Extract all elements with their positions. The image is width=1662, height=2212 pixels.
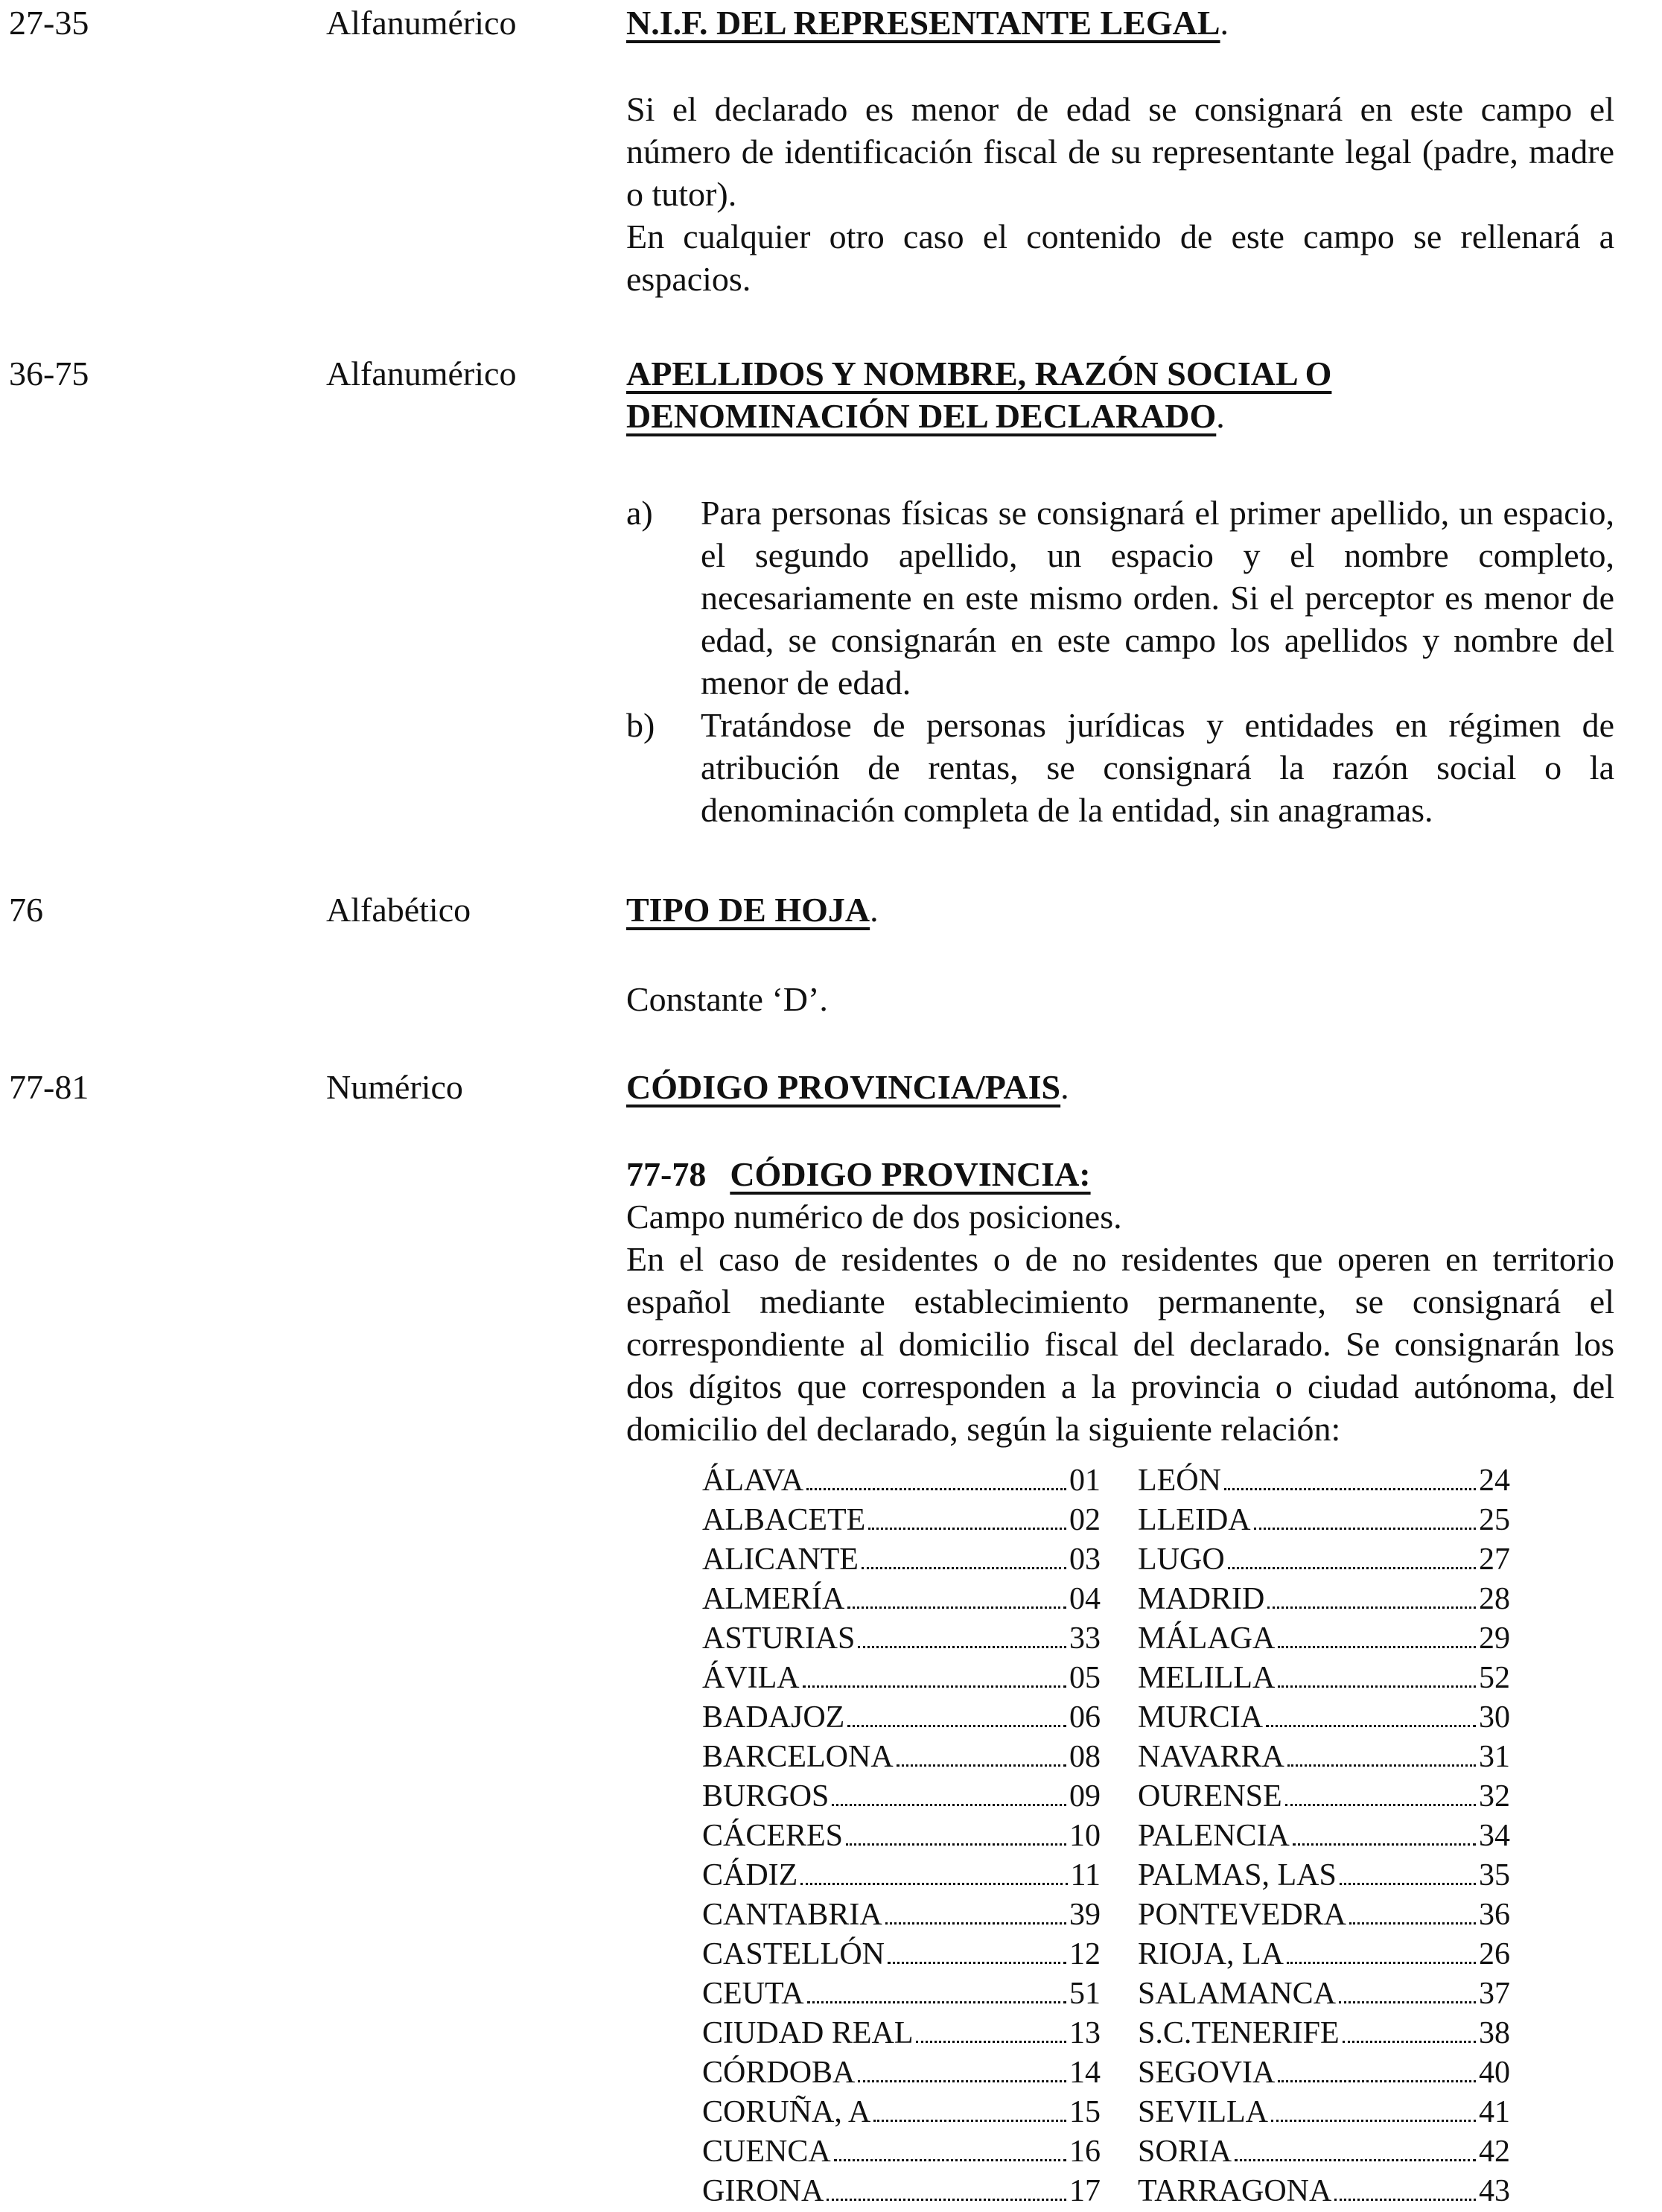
- dot-leader: [1287, 1962, 1476, 1964]
- province-row: [702, 1895, 1101, 1935]
- province-code: 41: [1479, 2095, 1510, 2129]
- province-row: [1138, 1580, 1510, 1619]
- province-code: 33: [1069, 1621, 1101, 1656]
- province-name: CUENCA: [702, 2135, 831, 2169]
- dot-leader: [1266, 1725, 1476, 1727]
- dot-leader: [916, 2041, 1066, 2043]
- province-name: GIRONA: [702, 2174, 824, 2208]
- dot-leader: [1293, 1843, 1476, 1846]
- province-row: [1138, 2053, 1510, 2093]
- field-description: Constante ‘D’.: [626, 980, 828, 1018]
- province-code: 16: [1069, 2135, 1101, 2169]
- province-name: MADRID: [1138, 1582, 1265, 1616]
- dot-leader: [1278, 1646, 1476, 1648]
- province-code: 10: [1069, 1819, 1101, 1853]
- list-item-text: Para personas físicas se consignará el primer apellido, un espacio, el segundo apellido, un espacio y el nombre completo, necesariamente en este mismo orden. Si el perceptor es menor de edad, se consignarán en este campo los apellidos y nombre del menor de edad.: [701, 494, 1614, 702]
- province-name: CANTABRIA: [702, 1898, 882, 1932]
- field-heading: N.I.F. DEL REPRESENTANTE LEGAL: [626, 4, 1220, 42]
- province-row: [1138, 1461, 1510, 1501]
- heading-period: .: [1060, 1068, 1069, 1106]
- province-code: 15: [1069, 2095, 1101, 2129]
- province-code-table: [702, 1461, 1510, 2211]
- province-row: [1138, 1817, 1510, 1856]
- province-name: LUGO: [1138, 1542, 1225, 1577]
- province-row: [702, 1580, 1101, 1619]
- province-code: 01: [1069, 1463, 1101, 1498]
- province-name: ALICANTE: [702, 1542, 859, 1577]
- province-name: BARCELONA: [702, 1740, 894, 1774]
- province-code: 51: [1069, 1977, 1101, 2011]
- province-name: PALENCIA: [1138, 1819, 1290, 1853]
- province-code: 26: [1479, 1937, 1510, 1971]
- province-code: 27: [1479, 1542, 1510, 1577]
- province-name: ALBACETE: [702, 1503, 866, 1537]
- dot-leader: [1349, 1922, 1476, 1925]
- province-row: [1138, 1540, 1510, 1580]
- province-row: [702, 2053, 1101, 2093]
- province-name: MELILLA: [1138, 1661, 1276, 1695]
- province-code: 43: [1479, 2174, 1510, 2208]
- province-name: NAVARRA: [1138, 1740, 1284, 1774]
- list-marker: b): [626, 706, 655, 744]
- dot-leader: [873, 2120, 1066, 2122]
- dot-leader: [1235, 2159, 1476, 2161]
- province-row: [1138, 1895, 1510, 1935]
- province-row: [702, 1540, 1101, 1580]
- province-row: [1138, 1856, 1510, 1895]
- province-name: S.C.TENERIFE: [1138, 2016, 1340, 2050]
- dot-leader: [885, 1922, 1066, 1925]
- province-name: PONTEVEDRA: [1138, 1898, 1346, 1932]
- province-row: [702, 1817, 1101, 1856]
- dot-leader: [806, 1488, 1066, 1490]
- dot-leader: [800, 1883, 1067, 1885]
- description-paragraph: En cualquier otro caso el contenido de este campo se rellenará a espacios.: [626, 217, 1614, 298]
- province-code: 05: [1069, 1661, 1101, 1695]
- dot-leader: [846, 1843, 1066, 1846]
- province-name: LEÓN: [1138, 1463, 1221, 1498]
- dot-leader: [1339, 2001, 1476, 2003]
- province-row: [702, 2132, 1101, 2172]
- province-name: SEVILLA: [1138, 2095, 1268, 2129]
- province-code: 08: [1069, 1740, 1101, 1774]
- province-row: [1138, 2132, 1510, 2172]
- province-code: 35: [1479, 1858, 1510, 1892]
- province-row: [702, 1856, 1101, 1895]
- province-row: [1138, 1935, 1510, 1974]
- dot-leader: [1254, 1528, 1476, 1530]
- field-heading-line: APELLIDOS Y NOMBRE, RAZÓN SOCIAL O: [626, 355, 1332, 392]
- dot-leader: [1224, 1488, 1476, 1490]
- province-name: ÁVILA: [702, 1661, 800, 1695]
- province-code: 42: [1479, 2135, 1510, 2169]
- province-code: 12: [1069, 1937, 1101, 1971]
- province-name: SORIA: [1138, 2135, 1232, 2169]
- province-name: MÁLAGA: [1138, 1621, 1276, 1656]
- province-row: [702, 1935, 1101, 1974]
- description-paragraph: En el caso de residentes o de no residentes que operen en territorio español mediante establecimiento permanente, se consignará el correspondiente al domicilio fiscal del declarado. Se consignarán los dos dígitos que corresponden a la provincia o ciudad autónoma, del domicilio del declarado, según la siguiente relación:: [626, 1240, 1614, 1448]
- dot-leader: [1278, 2080, 1476, 2082]
- dot-leader: [888, 1962, 1066, 1964]
- dot-leader: [1278, 1685, 1476, 1688]
- subfield-heading: CÓDIGO PROVINCIA:: [730, 1155, 1091, 1193]
- field-list: [626, 492, 1614, 831]
- province-name: CIUDAD REAL: [702, 2016, 914, 2050]
- province-name: CÁCERES: [702, 1819, 844, 1853]
- dot-leader: [1267, 1606, 1476, 1609]
- province-name: CASTELLÓN: [702, 1937, 885, 1971]
- province-code: 52: [1479, 1661, 1510, 1695]
- field-heading-line: DENOMINACIÓN DEL DECLARADO: [626, 397, 1217, 435]
- field-position: 77-81: [9, 1068, 89, 1106]
- province-name: TARRAGONA: [1138, 2174, 1332, 2208]
- province-name: CEUTA: [702, 1977, 804, 2011]
- dot-leader: [897, 1764, 1066, 1767]
- dot-leader: [858, 2080, 1066, 2082]
- province-code: 04: [1069, 1582, 1101, 1616]
- province-row: [1138, 2093, 1510, 2132]
- dot-leader: [858, 1646, 1066, 1648]
- province-name: LLEIDA: [1138, 1503, 1251, 1537]
- province-code: 09: [1069, 1779, 1101, 1814]
- field-position: 76: [9, 891, 43, 929]
- province-code: 14: [1069, 2056, 1101, 2090]
- dot-leader: [868, 1528, 1066, 1530]
- field-position: 36-75: [9, 355, 89, 392]
- dot-leader: [827, 2199, 1066, 2201]
- province-name: BURGOS: [702, 1779, 830, 1814]
- field-description: [626, 88, 1614, 300]
- field-heading-block: [626, 889, 1614, 931]
- list-item-text: Tratándose de personas jurídicas y entidades en régimen de atribución de rentas, se consignará la razón social o la denominación completa de la entidad, sin anagramas.: [701, 706, 1614, 829]
- heading-period: .: [1220, 4, 1229, 42]
- province-code: 32: [1479, 1779, 1510, 1814]
- province-row: [702, 1738, 1101, 1777]
- province-code: 03: [1069, 1542, 1101, 1577]
- dot-leader: [1228, 1567, 1476, 1569]
- province-column-right: [1138, 1461, 1510, 2211]
- subfield-number: 77-78: [626, 1155, 707, 1193]
- description-paragraph: Si el declarado es menor de edad se consignará en este campo el número de identificación fiscal de su representante legal (padre, madre o tutor).: [626, 90, 1614, 213]
- province-code: 30: [1479, 1700, 1510, 1735]
- dot-leader: [1271, 2120, 1476, 2122]
- field-type: Alfanumérico: [326, 4, 517, 42]
- province-code: 37: [1479, 1977, 1510, 2011]
- province-column-left: [702, 1461, 1101, 2211]
- province-code: 36: [1479, 1898, 1510, 1932]
- province-name: SALAMANCA: [1138, 1977, 1337, 2011]
- province-name: MURCIA: [1138, 1700, 1264, 1735]
- province-name: BADAJOZ: [702, 1700, 845, 1735]
- province-row: [702, 2172, 1101, 2211]
- province-name: ÁLAVA: [702, 1463, 804, 1498]
- dot-leader: [1285, 1804, 1476, 1806]
- province-name: PALMAS, LAS: [1138, 1858, 1337, 1892]
- province-row: [702, 1461, 1101, 1501]
- dot-leader: [1340, 1883, 1476, 1885]
- province-row: [1138, 1659, 1510, 1698]
- province-row: [702, 1501, 1101, 1540]
- province-row: [1138, 1501, 1510, 1540]
- province-row: [1138, 1619, 1510, 1659]
- heading-period: .: [1216, 397, 1225, 435]
- field-description: [626, 1195, 1614, 1450]
- province-code: 13: [1069, 2016, 1101, 2050]
- field-heading-block: [626, 1, 1614, 44]
- field-heading-block: [626, 352, 1614, 437]
- province-code: 40: [1479, 2056, 1510, 2090]
- dot-leader: [803, 1685, 1066, 1688]
- list-item: [626, 492, 1614, 704]
- province-row: [702, 2093, 1101, 2132]
- province-code: 02: [1069, 1503, 1101, 1537]
- province-code: 34: [1479, 1819, 1510, 1853]
- field-heading: CÓDIGO PROVINCIA/PAIS: [626, 1068, 1061, 1106]
- dot-leader: [862, 1567, 1066, 1569]
- province-name: CÁDIZ: [702, 1858, 798, 1892]
- province-row: [702, 1659, 1101, 1698]
- province-name: CORUÑA, A: [702, 2095, 871, 2129]
- province-name: OURENSE: [1138, 1779, 1282, 1814]
- province-row: [702, 1974, 1101, 2014]
- field-type: Alfanumérico: [326, 355, 517, 392]
- dot-leader: [1334, 2199, 1476, 2201]
- province-row: [1138, 2172, 1510, 2211]
- province-name: SEGOVIA: [1138, 2056, 1276, 2090]
- province-code: 31: [1479, 1740, 1510, 1774]
- list-item: [626, 704, 1614, 831]
- province-row: [702, 1619, 1101, 1659]
- province-name: CÓRDOBA: [702, 2056, 856, 2090]
- province-row: [702, 1777, 1101, 1817]
- province-code: 17: [1069, 2174, 1101, 2208]
- dot-leader: [847, 1606, 1066, 1609]
- province-name: ASTURIAS: [702, 1621, 856, 1656]
- field-heading: TIPO DE HOJA: [626, 891, 870, 929]
- field-type: Alfabético: [326, 891, 471, 929]
- province-row: [702, 2014, 1101, 2053]
- province-name: ALMERÍA: [702, 1582, 845, 1616]
- province-row: [1138, 1777, 1510, 1817]
- province-code: 39: [1069, 1898, 1101, 1932]
- field-type: Numérico: [326, 1068, 463, 1106]
- province-row: [702, 1698, 1101, 1738]
- province-code: 25: [1479, 1503, 1510, 1537]
- field-heading-block: [626, 1066, 1614, 1108]
- field-position: 27-35: [9, 4, 89, 42]
- dot-leader: [1343, 2041, 1476, 2043]
- province-code: 29: [1479, 1621, 1510, 1656]
- dot-leader: [834, 2159, 1066, 2161]
- province-code: 24: [1479, 1463, 1510, 1498]
- dot-leader: [807, 2001, 1066, 2003]
- province-row: [1138, 2014, 1510, 2053]
- province-code: 06: [1069, 1700, 1101, 1735]
- dot-leader: [832, 1804, 1066, 1806]
- province-row: [1138, 1974, 1510, 2014]
- dot-leader: [847, 1725, 1066, 1727]
- dot-leader: [1287, 1764, 1476, 1767]
- province-row: [1138, 1698, 1510, 1738]
- province-code: 28: [1479, 1582, 1510, 1616]
- subfield-heading-block: [626, 1153, 1614, 1195]
- province-code: 11: [1070, 1858, 1101, 1892]
- list-marker: a): [626, 494, 653, 532]
- province-row: [1138, 1738, 1510, 1777]
- province-name: RIOJA, LA: [1138, 1937, 1284, 1971]
- province-code: 38: [1479, 2016, 1510, 2050]
- heading-period: .: [870, 891, 879, 929]
- description-paragraph: Campo numérico de dos posiciones.: [626, 1198, 1122, 1236]
